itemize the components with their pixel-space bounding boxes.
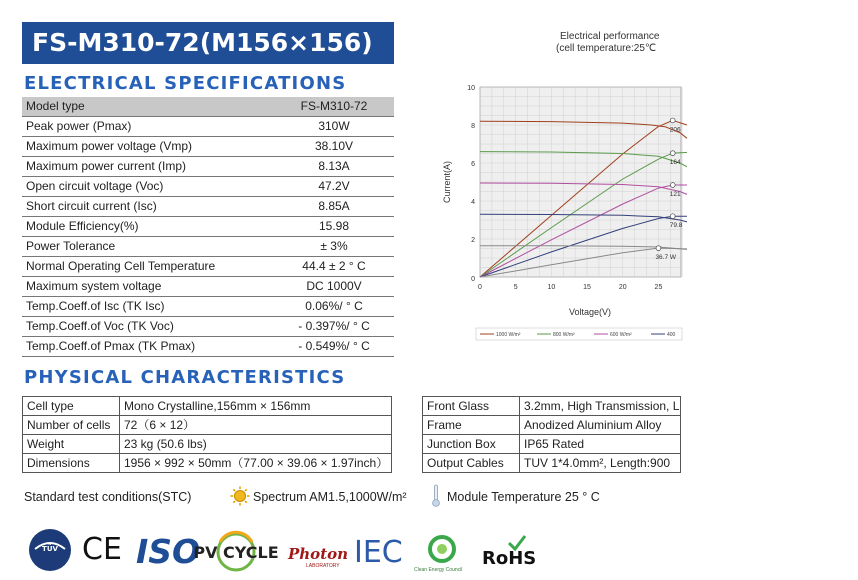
max-power-point	[670, 151, 675, 156]
physical-label: Junction Box	[423, 435, 520, 454]
max-power-point	[670, 214, 675, 219]
rohs-check-icon	[507, 534, 527, 552]
electrical-row	[22, 317, 394, 337]
y-tick-label: 8	[471, 123, 475, 130]
x-axis-label: Voltage(V)	[568, 307, 612, 317]
electrical-value: 15.98	[274, 217, 394, 237]
stc-temperature: Module Temperature 25 ° C	[447, 490, 600, 504]
max-power-point	[670, 118, 675, 123]
max-power-label: 206	[669, 126, 681, 134]
max-power-label: 36.7 W	[655, 254, 677, 262]
model-title-banner: FS-M310-72(M156×156)	[22, 22, 394, 64]
y-tick-label: 0	[471, 276, 475, 283]
tuv-logo	[25, 527, 75, 573]
electrical-row	[22, 277, 394, 297]
physical-label: Number of cells	[23, 416, 120, 435]
electrical-value: ± 3%	[274, 237, 394, 257]
electrical-section-title: ELECTRICAL SPECIFICATIONS	[24, 73, 347, 94]
physical-value: 3.2mm, High Transmission, L	[520, 397, 681, 416]
electrical-label: Power Tolerance	[22, 237, 274, 257]
stc-spectrum: Spectrum AM1.5,1000W/m²	[253, 490, 407, 504]
electrical-value: FS-M310-72	[274, 97, 394, 117]
electrical-label: Maximum power voltage (Vmp)	[22, 137, 274, 157]
ce-logo: CE	[82, 532, 122, 567]
physical-table-left	[22, 396, 392, 473]
electrical-value: 47.2V	[274, 177, 394, 197]
electrical-label: Short circuit current (Isc)	[22, 197, 274, 217]
physical-row	[423, 454, 681, 473]
max-power-point	[656, 246, 661, 251]
legend-entry: 400	[667, 332, 676, 338]
physical-label: Frame	[423, 416, 520, 435]
electrical-label: Normal Operating Cell Temperature	[22, 257, 274, 277]
electrical-label: Maximum system voltage	[22, 277, 274, 297]
x-tick-label: 10	[547, 284, 556, 291]
physical-label: Weight	[23, 435, 120, 454]
max-power-label: 164	[669, 159, 681, 167]
max-power-label: 79.8	[669, 222, 683, 230]
physical-value: Mono Crystalline,156mm × 156mm	[120, 397, 392, 416]
y-tick-label: 4	[471, 199, 475, 206]
cec-logo-text: Clean Energy Council	[414, 567, 463, 573]
chart-title: Electrical performance	[560, 31, 660, 42]
x-tick-label: 15	[583, 284, 591, 291]
electrical-row	[22, 197, 394, 217]
physical-value: 72（6 × 12）	[120, 416, 392, 435]
electrical-label: Temp.Coeff.of Pmax (TK Pmax)	[22, 337, 274, 357]
physical-value: 23 kg (50.6 lbs)	[120, 435, 392, 454]
pv-cycle-logo-text: PV CYCLE	[193, 543, 279, 562]
physical-row	[23, 416, 392, 435]
physical-value: IP65 Rated	[520, 435, 681, 454]
physical-row	[23, 435, 392, 454]
electrical-label: Peak power (Pmax)	[22, 117, 274, 137]
y-tick-label: 6	[471, 161, 475, 168]
cec-logo-icon	[424, 534, 460, 566]
electrical-row	[22, 137, 394, 157]
electrical-value: 8.13A	[274, 157, 394, 177]
pv-cycle-logo	[193, 532, 279, 572]
electrical-label: Module Efficiency(%)	[22, 217, 274, 237]
electrical-label: Open circuit voltage (Voc)	[22, 177, 274, 197]
physical-value: 1956 × 992 × 50mm（77.00 × 39.06 × 1.97inch）	[120, 454, 392, 473]
physical-row	[423, 435, 681, 454]
electrical-row	[22, 257, 394, 277]
y-axis-label: Current(A)	[442, 160, 452, 204]
physical-row	[423, 416, 681, 435]
x-tick-label: 5	[513, 284, 518, 291]
chart-subtitle: (cell temperature:25℃	[556, 43, 657, 54]
electrical-value: 44.4 ± 2 ° C	[274, 257, 394, 277]
electrical-label: Temp.Coeff.of Isc (TK Isc)	[22, 297, 274, 317]
y-tick-label: 10	[467, 85, 475, 92]
physical-label: Dimensions	[23, 454, 120, 473]
electrical-row	[22, 337, 394, 357]
physical-row	[423, 397, 681, 416]
electrical-value: DC 1000V	[274, 277, 394, 297]
physical-value: Anodized Aluminium Alloy	[520, 416, 681, 435]
electrical-value: - 0.397%/ ° C	[274, 317, 394, 337]
tuv-logo-text: TÜV	[42, 545, 58, 553]
electrical-label: Model type	[22, 97, 274, 117]
x-tick-label: 25	[654, 284, 663, 291]
physical-value: TUV 1*4.0mm², Length:900	[520, 454, 681, 473]
electrical-header-row	[22, 97, 394, 117]
electrical-value: - 0.549%/ ° C	[274, 337, 394, 357]
rohs-logo: RoHS	[482, 548, 537, 569]
electrical-value: 38.10V	[274, 137, 394, 157]
iec-logo: IEC	[354, 535, 403, 570]
iso-logo: ISO	[136, 532, 201, 571]
physical-label: Cell type	[23, 397, 120, 416]
legend-entry: 600 W/m²	[610, 332, 632, 338]
physical-row	[23, 397, 392, 416]
iv-curve-chart	[440, 75, 681, 355]
electrical-label: Temp.Coeff.of Voc (TK Voc)	[22, 317, 274, 337]
physical-label: Output Cables	[423, 454, 520, 473]
stc-label: Standard test conditions(STC)	[24, 490, 192, 504]
max-power-label: 121	[669, 191, 681, 199]
physical-table-right	[422, 396, 681, 473]
electrical-row	[22, 177, 394, 197]
electrical-row	[22, 217, 394, 237]
electrical-value: 8.85A	[274, 197, 394, 217]
electrical-spec-table	[22, 97, 394, 357]
electrical-label: Maximum power current (Imp)	[22, 157, 274, 177]
thermometer-icon	[430, 484, 442, 508]
electrical-row	[22, 157, 394, 177]
max-power-point	[670, 183, 675, 188]
x-tick-label: 20	[618, 284, 627, 291]
physical-row	[23, 454, 392, 473]
physical-label: Front Glass	[423, 397, 520, 416]
electrical-row	[22, 237, 394, 257]
y-tick-label: 2	[471, 237, 475, 244]
electrical-row	[22, 297, 394, 317]
legend-entry: 1000 W/m²	[496, 332, 521, 338]
electrical-value: 310W	[274, 117, 394, 137]
electrical-row	[22, 117, 394, 137]
sun-icon	[230, 486, 250, 506]
photon-logo: Photon	[288, 545, 349, 563]
legend-entry: 800 W/m²	[553, 332, 575, 338]
physical-section-title: PHYSICAL CHARACTERISTICS	[24, 367, 346, 388]
x-tick-label: 0	[478, 284, 482, 291]
photon-logo-sub: LABORATORY	[306, 563, 340, 569]
electrical-value: 0.06%/ ° C	[274, 297, 394, 317]
